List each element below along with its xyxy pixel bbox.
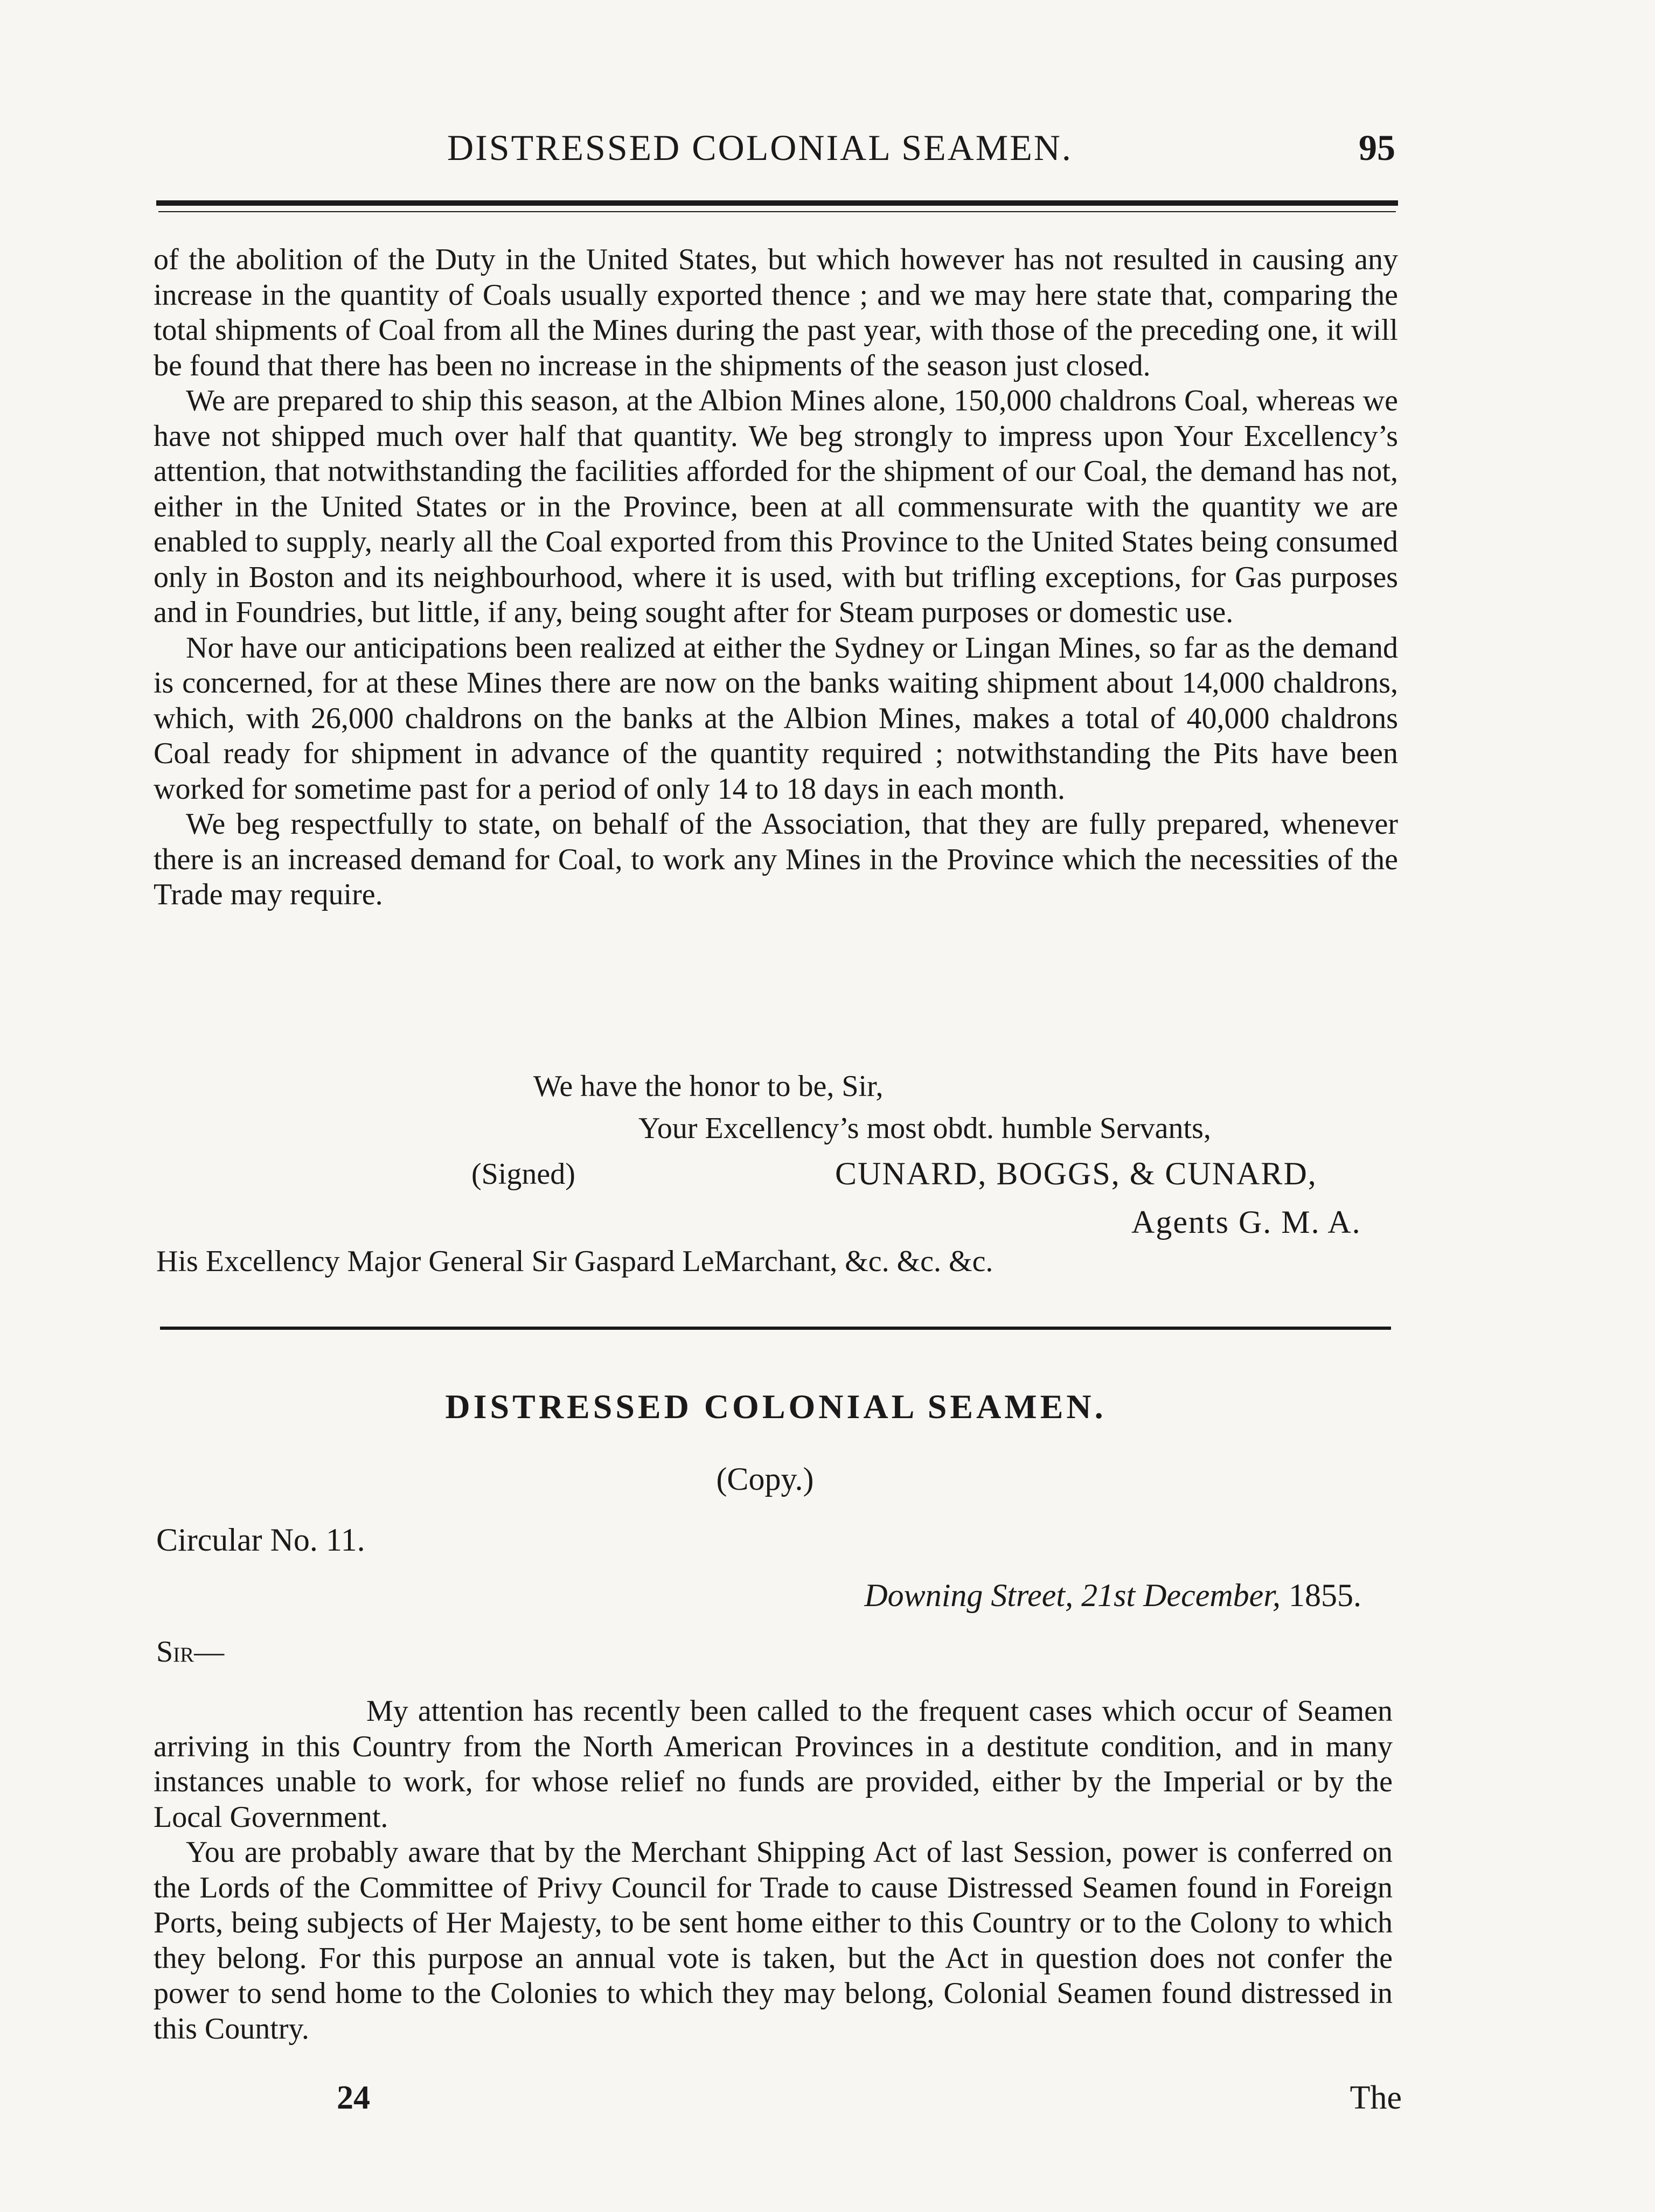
catchword: The xyxy=(1350,2080,1402,2116)
letter-body xyxy=(154,242,1398,913)
dateline-year: 1855. xyxy=(1289,1578,1361,1613)
signed-label: (Signed) xyxy=(471,1157,575,1191)
addressee: His Excellency Major General Sir Gaspard LeMarchant, &c. &c. &c. xyxy=(156,1245,993,1278)
letter-paragraph: Nor have our anticipations been realized at either the Sydney or Lingan Mines, so far as the demand is concerned, for at these Mines there are now on the banks waiting shipment about 14,000 chaldrons, which, with 26,000 chaldrons on the banks at the Albion Mines, makes a total of 40,000 chaldrons Coal ready for shipment in advance of the quantity required ; notwithstanding the Pits have been worked for sometime past for a period of only 14 to 18 days in each month. xyxy=(154,631,1398,806)
dateline-place: Downing Street, 21st December, xyxy=(864,1578,1281,1613)
signature-mark: 24 xyxy=(337,2080,370,2116)
page-number: 95 xyxy=(1359,127,1395,168)
header-rule xyxy=(156,200,1398,206)
circular-paragraph: You are probably aware that by the Merchant Shipping Act of last Session, power is conferred on the Lords of the Committee of Privy Council for Trade to cause Distressed Seamen found in Foreign Ports, being subjects of Her Majesty, to be sent home either to this Country or to the Colony to which they belong. For this purpose an annual vote is taken, but the Act in question does not confer the power to send home to the Colonies to which they may belong, Colonial Seamen found distressed in this Country. xyxy=(154,1836,1393,2046)
running-title: DISTRESSED COLONIAL SEAMEN. xyxy=(447,127,1073,168)
section-divider xyxy=(160,1327,1391,1330)
dateline xyxy=(864,1577,1361,1614)
signatory-title: Agents G. M. A. xyxy=(1131,1204,1361,1240)
salutation: Sir— xyxy=(156,1635,225,1669)
circular-number: Circular No. 11. xyxy=(156,1522,365,1558)
circular-paragraph: My attention has recently been called to the frequent cases which occur of Seamen arriving in this Country from the North American Provinces in a destitute condition, and in many instances unable to work, for whose relief no funds are provided, either by the Imperial or by the Local Government. xyxy=(154,1694,1393,1834)
closing-line: Your Excellency’s most obdt. humble Servants, xyxy=(638,1112,1211,1145)
copy-label: (Copy.) xyxy=(716,1461,814,1497)
section-title: DISTRESSED COLONIAL SEAMEN. xyxy=(445,1387,1107,1426)
circular-body xyxy=(154,1694,1393,2047)
letter-paragraph: We are prepared to ship this season, at the Albion Mines alone, 150,000 chaldrons Coal, whereas we have not shipped much over half that quantity. We beg strongly to impress upon Your Excellency’s attention, that notwithstanding the facilities afforded for the shipment of our Coal, the demand has not, either in the United States or in the Province, been at all commensurate with the quantity we are enabled to supply, nearly all the Coal exported from this Province to the United States being consumed only in Boston and its neighbourhood, where it is used, with but trifling exceptions, for Gas purposes and in Foundries, but little, if any, being sought after for Steam purposes or domestic use. xyxy=(154,384,1398,629)
signatory-name: CUNARD, BOGGS, & CUNARD, xyxy=(835,1156,1317,1191)
page-header xyxy=(156,127,1395,180)
letter-paragraph: of the abolition of the Duty in the United States, but which however has not resulted in causing any increase in the quantity of Coals usually exported thence ; and we may here state that, comparing the total shipments of Coal from all the Mines during the past year, with those of the preceding one, it will be found that there has been no increase in the shipments of the season just closed. xyxy=(154,243,1398,382)
closing-line: We have the honor to be, Sir, xyxy=(533,1070,884,1103)
letter-paragraph: We beg respectfully to state, on behalf of the Association, that they are fully prepared, whenever there is an increased demand for Coal, to work any Mines in the Province which the necessities of the Trade may require. xyxy=(154,807,1398,911)
